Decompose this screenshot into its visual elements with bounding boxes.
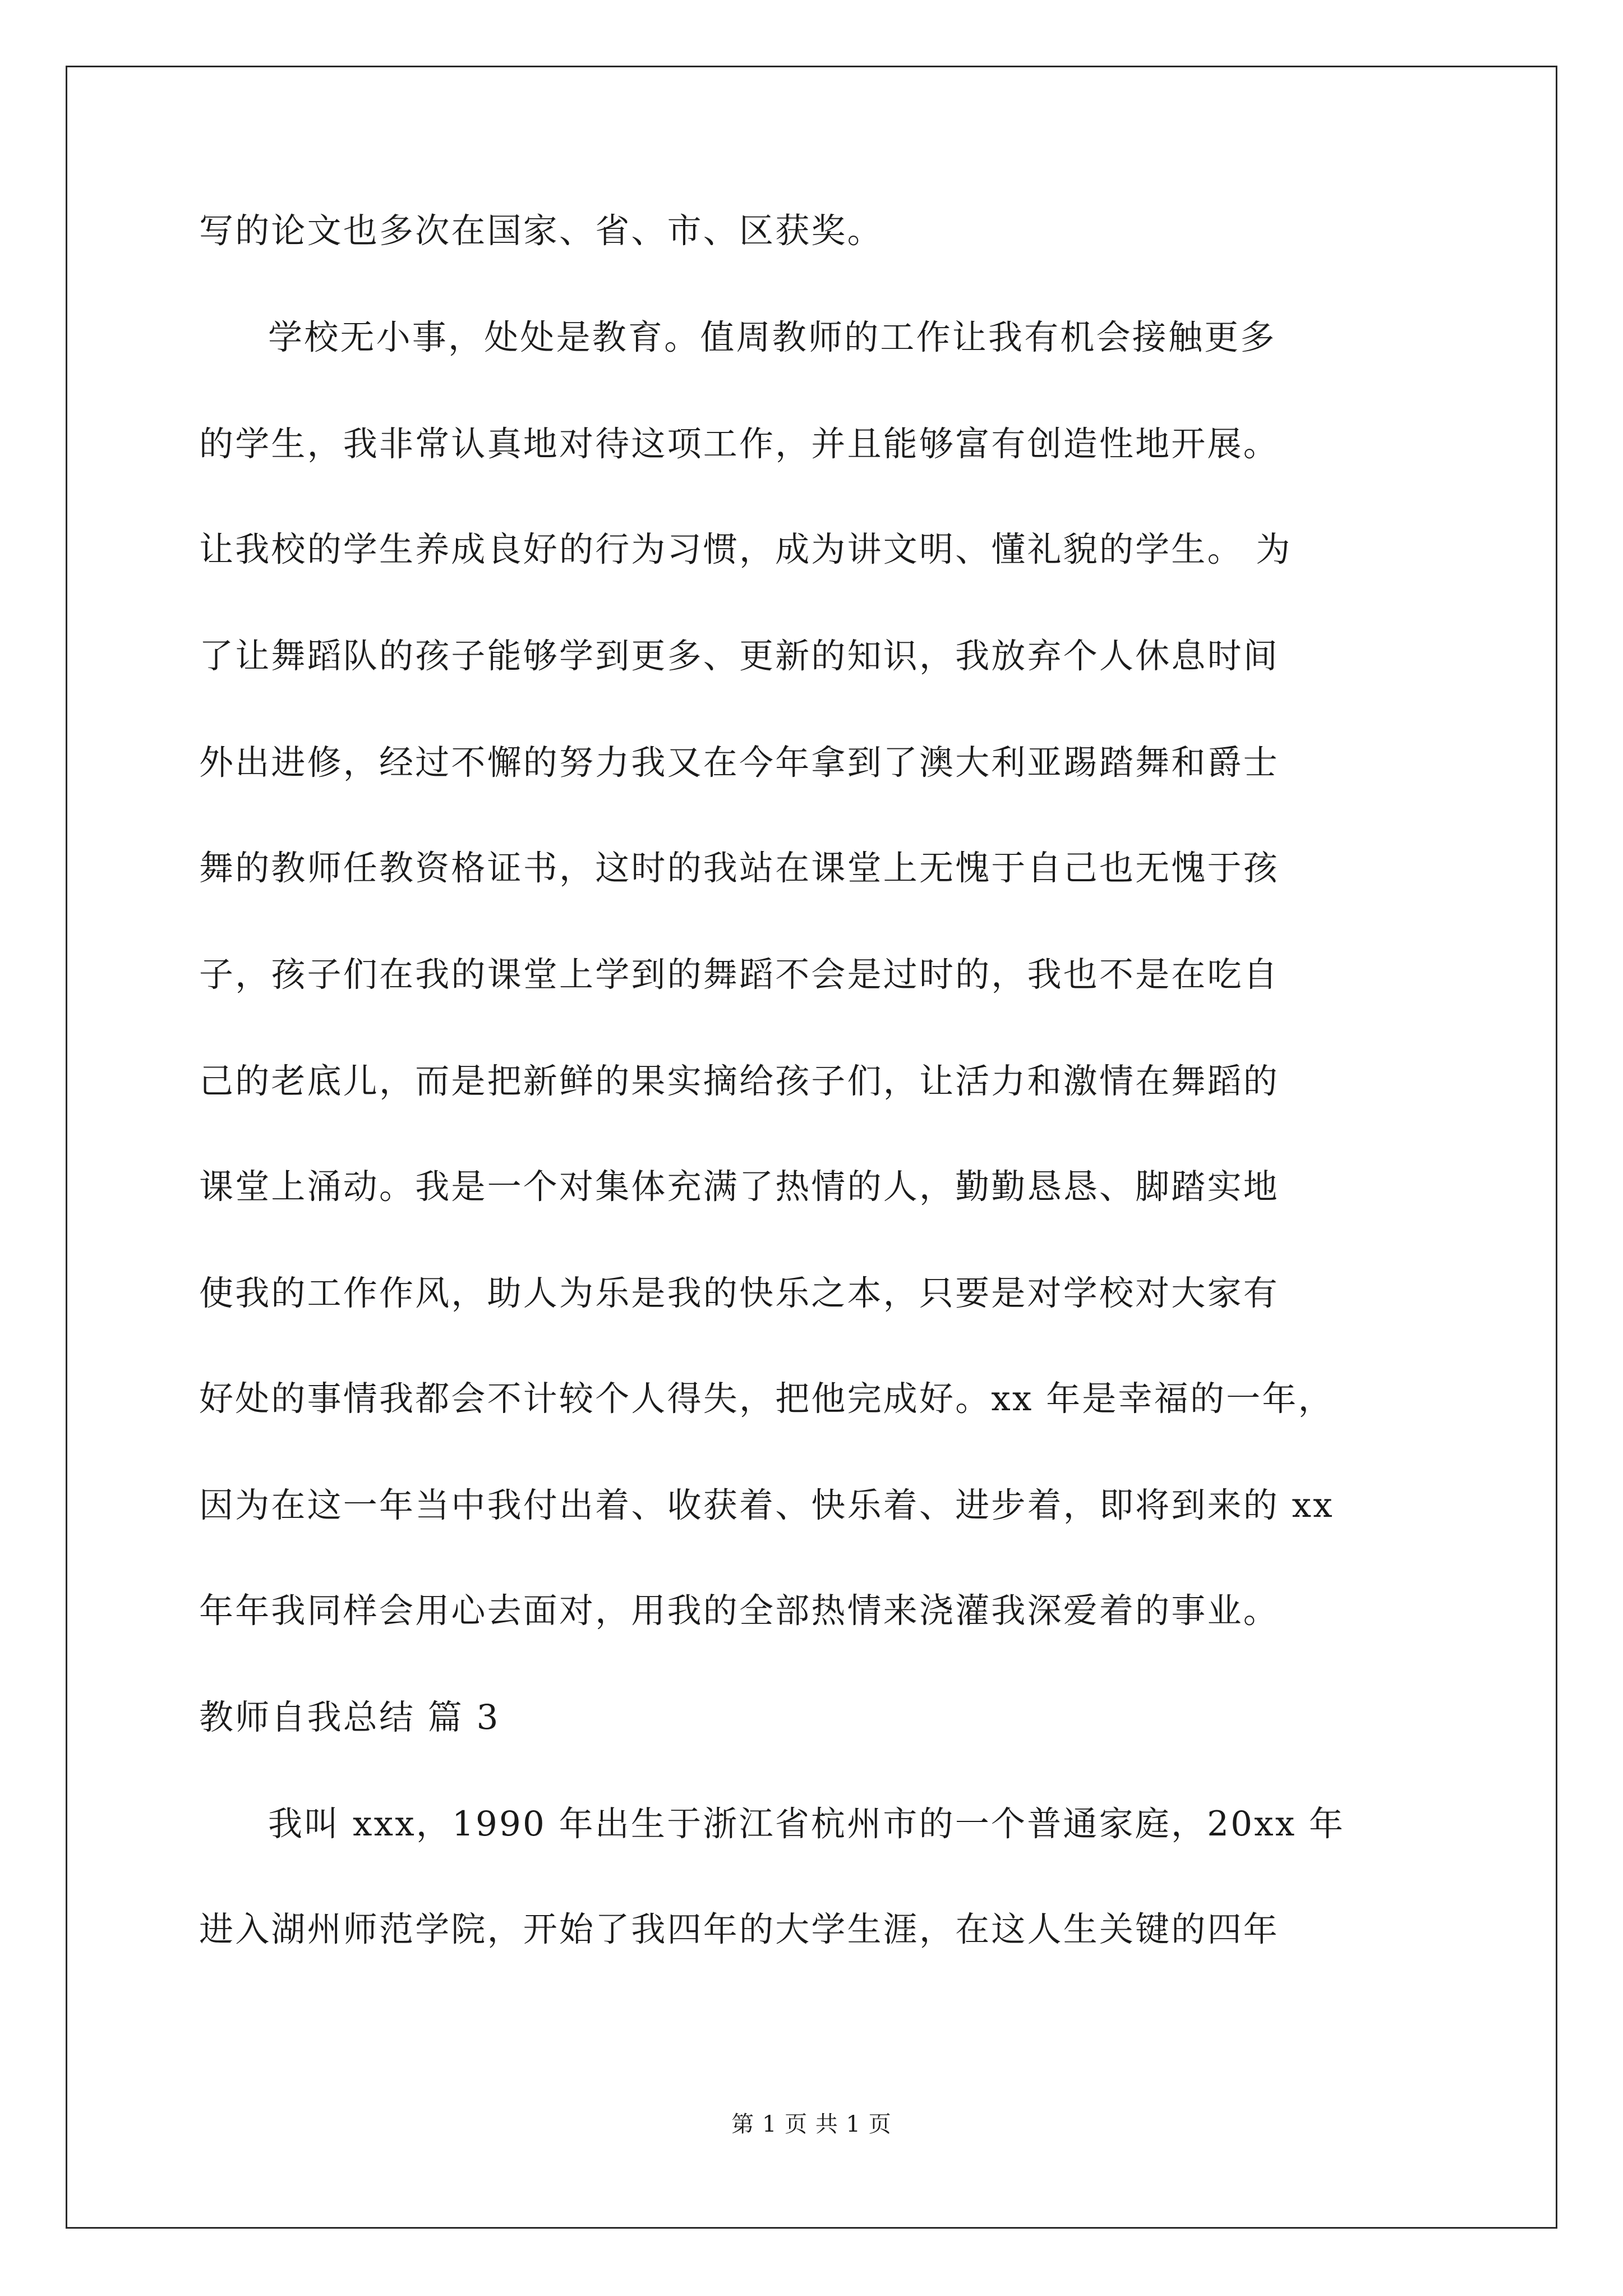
paragraph-line: 舞的教师任教资格证书，这时的我站在课堂上无愧于自己也无愧于孩 [199, 848, 1280, 888]
paragraph-line: 了让舞蹈队的孩子能够学到更多、更新的知识，我放弃个人休息时间 [199, 636, 1280, 676]
paragraph-line: 的学生，我非常认真地对待这项工作，并且能够富有创造性地开展。 [199, 424, 1280, 464]
paragraph-line: 课堂上涌动。我是一个对集体充满了热情的人，勤勤恳恳、脚踏实地 [199, 1167, 1280, 1207]
paragraph-line: 外出进修，经过不懈的努力我又在今年拿到了澳大利亚踢踏舞和爵士 [199, 743, 1280, 783]
page-border [66, 66, 1557, 2229]
page-number-footer: 第 1 页 共 1 页 [731, 2111, 892, 2137]
paragraph-line: 我叫 xxx，1990 年出生于浙江省杭州市的一个普通家庭，20xx 年 [268, 1804, 1345, 1844]
paragraph-line: 因为在这一年当中我付出着、收获着、快乐着、进步着，即将到来的 xx [199, 1485, 1334, 1525]
paragraph-line: 写的论文也多次在国家、省、市、区获奖。 [199, 211, 883, 251]
paragraph-line: 让我校的学生养成良好的行为习惯，成为讲文明、懂礼貌的学生。 为 [199, 530, 1292, 569]
section-heading: 教师自我总结 篇 3 [199, 1697, 500, 1737]
paragraph-line: 好处的事情我都会不计较个人得失，把他完成好。xx 年是幸福的一年， [199, 1379, 1334, 1419]
paragraph-line: 子，孩子们在我的课堂上学到的舞蹈不会是过时的，我也不是在吃自 [199, 955, 1280, 995]
paragraph-line: 使我的工作作风，助人为乐是我的快乐之本，只要是对学校对大家有 [199, 1273, 1280, 1313]
paragraph-line: 进入湖州师范学院，开始了我四年的大学生涯，在这人生关键的四年 [199, 1910, 1280, 1949]
paragraph-line: 学校无小事，处处是教育。值周教师的工作让我有机会接触更多 [268, 318, 1276, 357]
paragraph-line: 己的老底儿，而是把新鲜的果实摘给孩子们，让活力和激情在舞蹈的 [199, 1061, 1280, 1101]
paragraph-line: 年年我同样会用心去面对，用我的全部热情来浇灌我深爱着的事业。 [199, 1591, 1280, 1631]
